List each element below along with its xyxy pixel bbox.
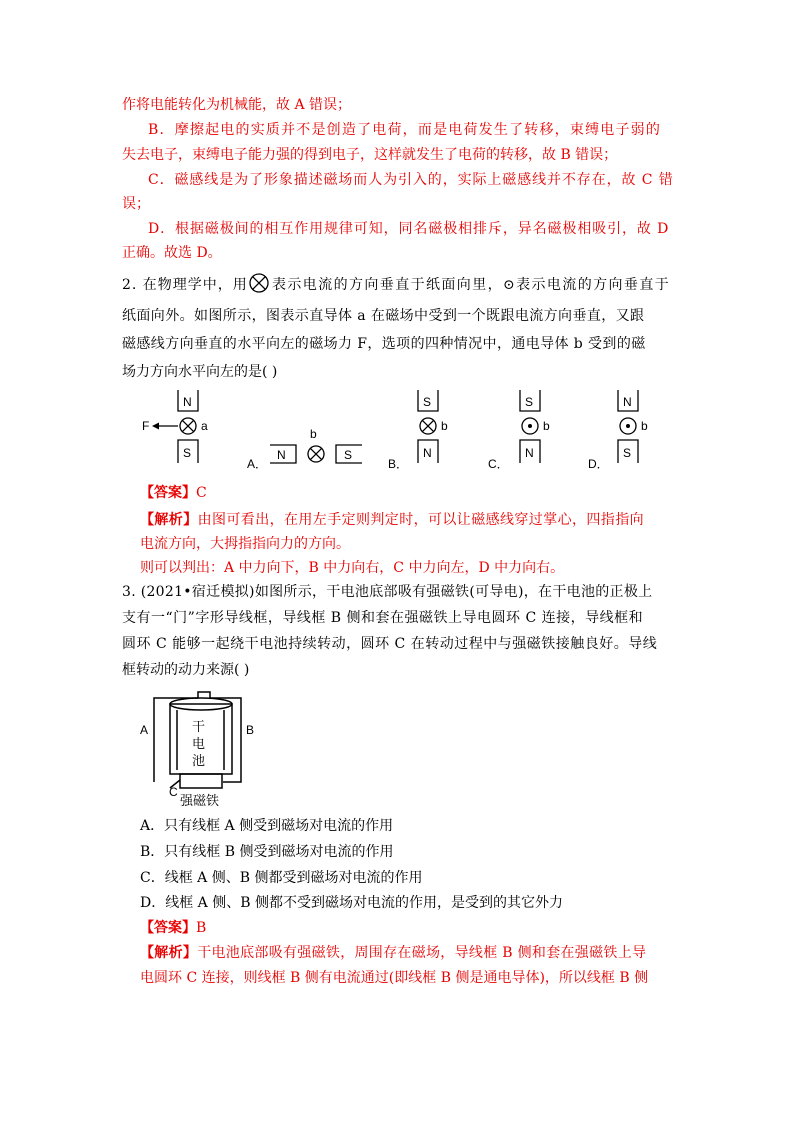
b-conductor-label: b <box>441 419 448 433</box>
option-c-label: C． <box>488 457 509 471</box>
ref-bottom-label: S <box>183 446 192 460</box>
c-top-label: S <box>525 395 534 409</box>
q3-label-c: C <box>169 785 178 799</box>
q3-option-c: C．线框 A 侧、B 侧都受到磁场对电流的作用 <box>140 870 423 886</box>
q3-line3: 圆环 C 能够一起绕干电池持续转动，圆环 C 在转动过程中与强磁铁接触良好。导线 <box>122 636 658 652</box>
q3-line4: 框转动的动力来源( ) <box>122 662 250 678</box>
battery-char-1: 干 <box>192 719 206 734</box>
q3-analysis-label: 【解析】 <box>140 945 198 961</box>
option-d-label: D． <box>588 457 609 471</box>
q3-option-a: A．只有线框 A 侧受到磁场对电流的作用 <box>140 818 394 834</box>
q1-c-line1: C．磁感线是为了形象描述磁场而人为引入的，实际上磁感线并不存在，故 C 错 <box>148 172 674 188</box>
q3-line2: 支有一“门”字形导线框，导线框 B 侧和套在强磁铁上导电圆环 C 连接，导线框和 <box>122 610 644 626</box>
q3-analysis-line2: 电圆环 C 连接，则线框 B 侧有电流通过(即线框 B 侧是通电导体)，所以线框 B 侧 <box>140 970 649 986</box>
d-conductor-label: b <box>641 419 648 433</box>
q2-figure <box>140 385 680 475</box>
ref-force-label: F <box>142 419 150 433</box>
q2-answer-value: C <box>196 485 207 501</box>
d-top-label: N <box>623 395 632 409</box>
battery-positive-terminal <box>198 692 210 698</box>
q1-b-line1: B．摩擦起电的实质并不是创造了电荷，而是电荷发生了转移，束缚电子弱的 <box>148 122 662 138</box>
q2-analysis-text1: 由图可看出，在用左手定则判定时，可以让磁感线穿过掌心，四指指向 <box>197 512 645 528</box>
q2-line4: 场力方向水平向左的是( ) <box>122 364 278 380</box>
q2-analysis-line1 <box>140 510 644 530</box>
q2-analysis-line2: 电流方向，大拇指指向力的方向。 <box>140 536 350 552</box>
cross-current-symbol <box>248 272 270 294</box>
q2-line1-end: 表示电流的方向垂直于纸面向里，⊙表示电流的方向垂直于 <box>272 277 671 293</box>
q3-answer-value: B <box>196 920 207 936</box>
q2-analysis-label: 【解析】 <box>140 512 198 528</box>
q3-label-b: B <box>246 723 255 737</box>
q2-line1-start: 2. 在物理学中，用 <box>122 277 248 293</box>
q2-answer <box>140 483 207 503</box>
option-b-label: B． <box>388 457 409 471</box>
q2-analysis-line3: 则可以判出：A 中力向下，B 中力向右，C 中力向左，D 中力向右。 <box>140 560 565 576</box>
q3-line1: 3. (2021•宿迁模拟)如图所示，干电池底部吸有强磁铁(可导电)，在干电池的正极上 <box>122 584 653 600</box>
a-left-label: N <box>277 448 286 462</box>
q1-b-line2: 失去电子，束缚电子能力强的得到电子，这样就发生了电荷的转移，故 B 错误； <box>122 147 618 163</box>
q2-answer-label: 【答案】 <box>140 485 196 501</box>
q3-analysis-line1 <box>140 943 646 963</box>
d-bottom-label: S <box>623 446 632 460</box>
a-right-label: S <box>344 448 353 462</box>
q3-label-a: A <box>140 723 149 737</box>
b-bottom-label: N <box>423 446 432 460</box>
q3-answer <box>140 918 206 938</box>
battery-char-2: 电 <box>192 736 206 751</box>
b-top-label: S <box>423 395 432 409</box>
q1-d-line1: D．根据磁极间的相互作用规律可知，同名磁极相排斥，异名磁极相吸引，故 D <box>148 221 670 237</box>
q3-option-d: D．线框 A 侧、B 侧都不受到磁场对电流的作用，是受到的其它外力 <box>140 895 563 911</box>
q1-d-line2: 正确。故选 D。 <box>122 245 222 261</box>
option-a-label: A． <box>247 457 268 471</box>
q1-a-tail: 作将电能转化为机械能，故 A 错误； <box>122 97 352 113</box>
magnet-label: 强磁铁 <box>180 793 220 808</box>
battery-char-3: 池 <box>192 753 206 768</box>
ref-top-label: N <box>183 395 192 409</box>
q3-option-b: B．只有线框 B 侧受到磁场对电流的作用 <box>140 844 394 860</box>
q2-line2: 纸面向外。如图所示，图表示直导体 a 在磁场中受到一个既跟电流方向垂直，又跟 <box>122 308 645 324</box>
q1-c-line2: 误； <box>122 196 150 212</box>
q3-analysis-text1: 干电池底部吸有强磁铁，周围存在磁场，导线框 B 侧和套在强磁铁上导 <box>197 945 647 961</box>
ref-force-arrowhead <box>152 423 159 430</box>
strong-magnet <box>180 774 222 788</box>
q3-battery-figure <box>140 684 270 809</box>
wire-frame-b-side <box>210 698 241 782</box>
q3-answer-label: 【答案】 <box>140 920 196 936</box>
q2-line3: 磁感线方向垂直的水平向左的磁场力 F，选项的四种情况中，通电导体 b 受到的磁 <box>122 336 646 352</box>
c-conductor-label: b <box>543 419 550 433</box>
a-conductor-label: b <box>310 427 317 441</box>
ref-conductor-label: a <box>201 419 208 433</box>
c-bottom-label: N <box>525 446 534 460</box>
